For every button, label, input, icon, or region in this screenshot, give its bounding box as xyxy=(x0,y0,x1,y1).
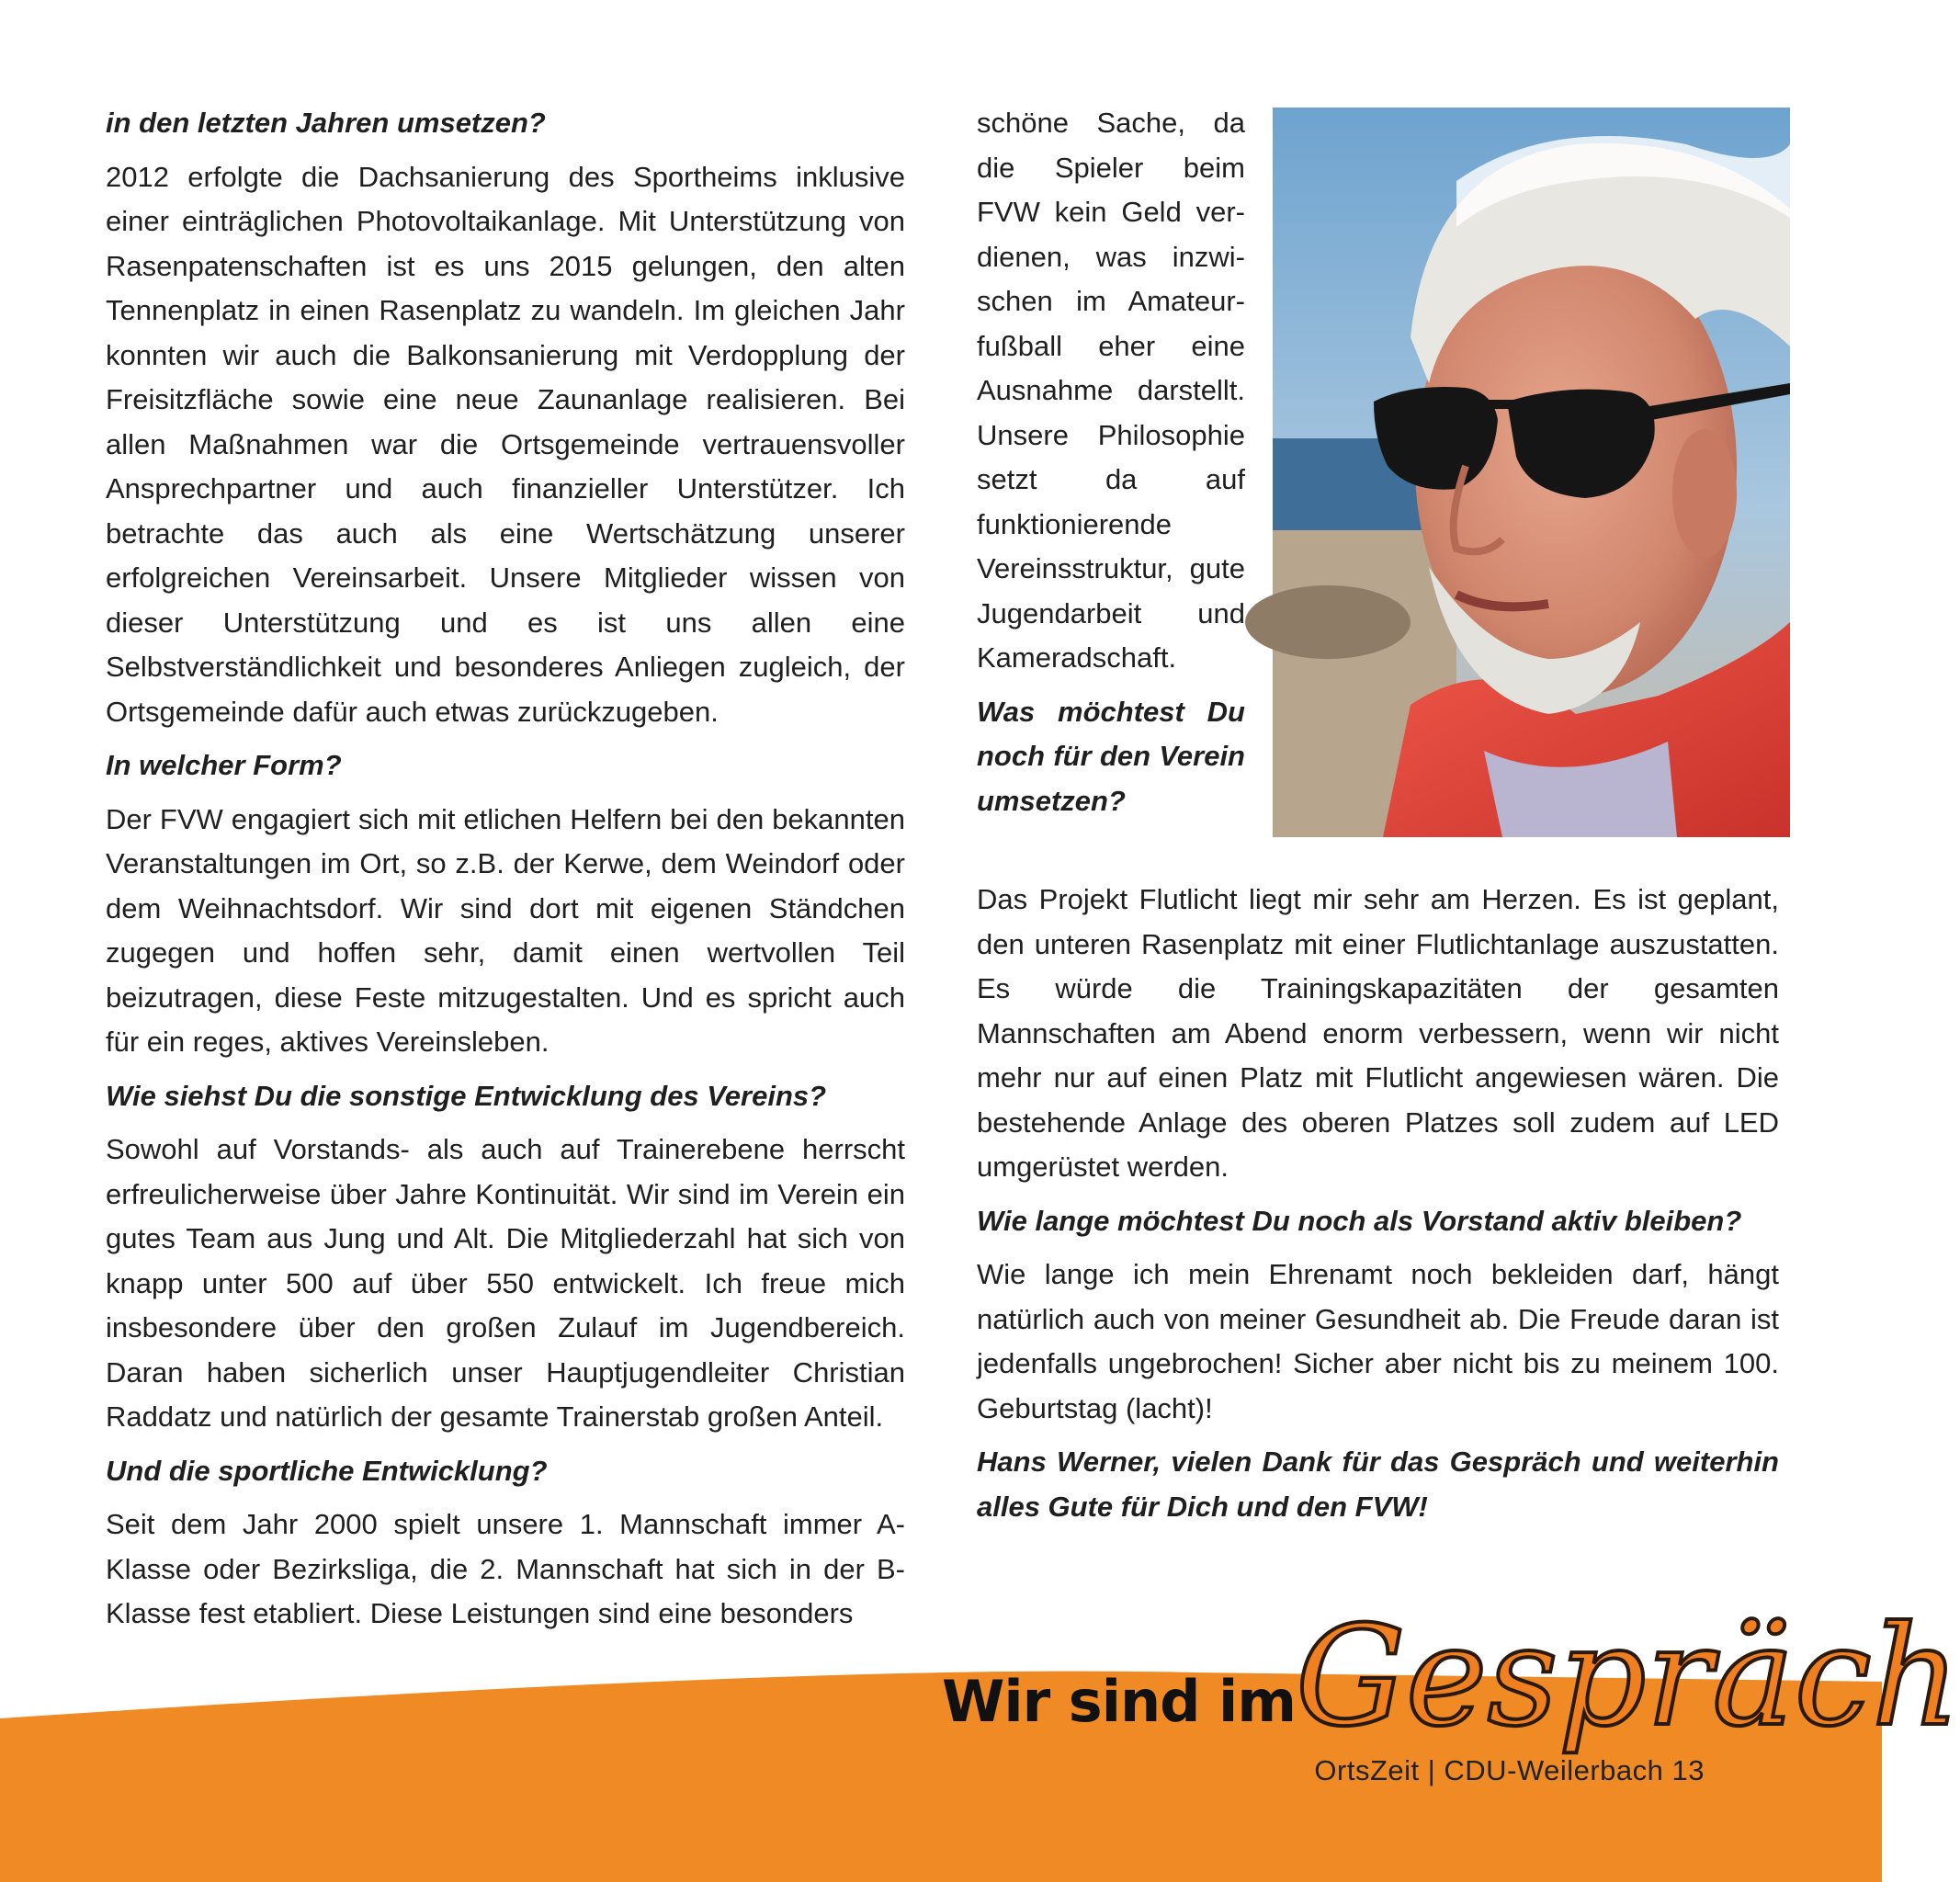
page-footer: OrtsZeit | CDU-Weilerbach 13 xyxy=(1314,1754,1705,1786)
question-heading: in den letzten Jahren umsetzen? xyxy=(106,107,546,139)
answer-paragraph: Sowohl auf Vorstands- als auch auf Trainerebene herrscht erfreulicherweise über Jahre Kontinuität. Wir sind im Verein ein gutes Team aus Jung und Alt. Die Mitgliederzahl hat sich von knapp unter 500 auf über 550 entwickelt. Ich freue mich insbesondere über den großen Zulauf im Jugendbereich. Daran haben sicherlich unser Hauptjugendleiter Christian Raddatz und natürlich der gesamte Trainerstab großen Anteil. xyxy=(106,1133,905,1433)
answer-paragraph: Der FVW engagiert sich mit etlichen Helfern bei den bekannten Veranstaltungen im Ort, so z.B. der Kerwe, dem Weindorf oder dem Weihnachtsdorf. Wir sind dort mit eigenen Ständchen zugegen und hoffen sehr, damit einen wertvollen Teil beizutragen, diese Feste mitzugestalten. Und es spricht auch für ein reges, aktives Vereinsleben. xyxy=(106,802,905,1058)
portrait-illustration xyxy=(1273,108,1790,837)
question-heading: Wie siehst Du die sonstige Entwicklung des Vereins? xyxy=(106,1079,827,1112)
section-logo xyxy=(942,1597,1960,1757)
answer-paragraph: Seit dem Jahr 2000 spielt unsere 1. Mannschaft immer A-Klasse oder Bezirksliga, die 2. Mannschaft hat sich in der B-Klasse fest etabliert. Diese Leistungen sind eine besonders xyxy=(106,1508,905,1629)
logo-small-text: Wir sind im xyxy=(942,1668,1296,1735)
answer-paragraph: Wie lange ich mein Ehrenamt noch bekleiden darf, hängt natürlich auch von meiner Gesundheit ab. Die Freude daran ist jedenfalls ungebrochen! Sicher aber nicht bis zu meinem 100. Geburtstag (lacht)! xyxy=(977,1258,1779,1424)
logo-big-text: Gespräch xyxy=(1296,1597,1960,1757)
question-heading: In welcher Form? xyxy=(106,749,342,781)
answer-paragraph: Das Projekt Flutlicht liegt mir sehr am Herzen. Es ist geplant, den unteren Rasenplatz mit einer Flutlichtanlage auszustatten. Es würde die Trainingskapazitäten der gesamten Mannschaften am Abend enorm verbessern, wenn wir nicht mehr nur auf einen Platz mit Flutlicht angewiesen wären. Die bestehende Anlage des oberen Platzes soll zudem auf LED umgerüstet werden. xyxy=(977,883,1779,1183)
answer-paragraph: schöne Sache, da die Spieler beim FVW kein Geld verdienen, was inzwischen im Amateurfußball eher eine Ausnahme darstellt. Unsere Philosophie setzt da auf funktionierende Vereinsstruktur, gute Jugendarbeit und Kameradschaft. xyxy=(977,107,1245,674)
right-column-wide xyxy=(977,878,1779,1538)
left-column xyxy=(106,101,905,1646)
right-column-narrow xyxy=(977,101,1245,833)
question-heading: Und die sportliche Entwicklung? xyxy=(106,1454,548,1487)
question-heading: Was möchtest Du noch für den Verein umsetzen? xyxy=(977,695,1245,817)
portrait-photo xyxy=(1273,108,1790,837)
question-heading: Wie lange möchtest Du noch als Vorstand aktiv bleiben? xyxy=(977,1204,1742,1237)
closing-statement: Hans Werner, vielen Dank für das Gespräch und weiterhin alles Gute für Dich und den FVW! xyxy=(977,1446,1779,1523)
answer-paragraph: 2012 erfolgte die Dachsanierung des Sportheims inklusive einer einträglichen Photovoltaikanlage. Mit Unterstützung von Rasenpatenschaften ist es uns 2015 gelungen, den alten Tennenplatz in einen Rasenplatz zu wandeln. Im gleichen Jahr konnten wir auch die Balkonsanierung mit Verdopplung der Freisitzfläche sowie eine neue Zaunanlage realisieren. Bei allen Maßnahmen war die Ortsgemeinde vertrauensvoller Ansprechpartner und auch finanzieller Unterstützer. Ich betrachte das auch als eine Wertschätzung unserer erfolgreichen Vereinsarbeit. Unsere Mitglieder wissen von dieser Unterstützung und es ist uns allen eine Selbstverständlichkeit und besonderes Anliegen zugleich, der Ortsgemeinde dafür auch etwas zurückzugeben. xyxy=(106,160,905,728)
